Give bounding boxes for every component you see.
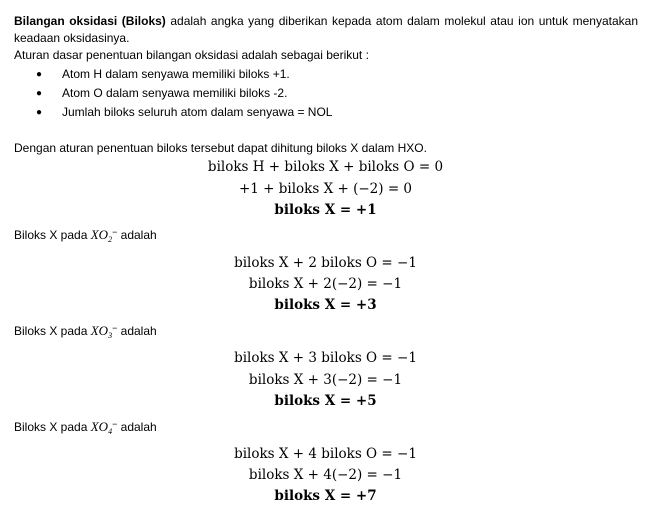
rule-item <box>14 84 514 103</box>
xo3-formula: XO <box>90 323 109 338</box>
xo4-formula: XO <box>90 419 109 434</box>
xo2-equation-2: biloks X + 2(−2) = −1 <box>248 276 403 292</box>
rule-item <box>14 103 514 122</box>
bullet-icon: ● <box>36 69 43 80</box>
xo2-label-prefix: Biloks X pada <box>14 228 91 242</box>
xo4-charge: − <box>112 419 118 429</box>
definition-term: Bilangan oksidasi (Biloks) <box>14 14 166 28</box>
xo3-charge: − <box>112 323 118 333</box>
xo4-result: biloks X = +7 <box>274 488 377 504</box>
xo4-label-prefix: Biloks X pada <box>14 420 91 434</box>
hxo-result: biloks X = +1 <box>274 202 377 218</box>
xo2-equation-1: biloks X + 2 biloks O = −1 <box>234 255 417 271</box>
xo3-result: biloks X = +5 <box>274 393 377 409</box>
xo3-subscript: 3 <box>108 331 113 340</box>
xo4-label-suffix: adalah <box>117 420 157 434</box>
rule-text: Atom O dalam senyawa memiliki biloks -2. <box>62 86 288 100</box>
xo3-label-prefix: Biloks X pada <box>14 324 91 338</box>
rule-item <box>14 65 514 84</box>
xo4-equation-2: biloks X + 4(−2) = −1 <box>248 467 403 483</box>
bullet-icon: ● <box>36 88 43 99</box>
rule-text: Jumlah biloks seluruh atom dalam senyawa = NOL <box>62 105 333 119</box>
xo3-label-suffix: adalah <box>117 324 157 338</box>
xo2-result: biloks X = +3 <box>274 297 377 313</box>
xo4-equation-1: biloks X + 4 biloks O = −1 <box>234 446 417 462</box>
xo2-subscript: 2 <box>108 235 113 244</box>
xo4-label <box>14 416 157 440</box>
xo2-charge: − <box>112 227 118 237</box>
xo4-subscript: 4 <box>108 427 113 436</box>
xo3-equation-1: biloks X + 3 biloks O = −1 <box>234 350 417 366</box>
rules-intro: Aturan dasar penentuan bilangan oksidasi adalah sebagai berikut : <box>14 48 369 62</box>
rules-list <box>14 65 514 122</box>
definition-text: adalah angka yang diberikan kepada atom dalam molekul atau ion untuk menyatakan keadaan oksidasinya. <box>14 14 638 45</box>
rule-text: Atom H dalam senyawa memiliki biloks +1. <box>62 67 290 81</box>
xo2-label <box>14 224 157 248</box>
bullet-icon: ● <box>36 107 43 118</box>
definition-paragraph <box>14 13 638 47</box>
xo3-label <box>14 320 157 344</box>
xo2-formula: XO <box>90 227 109 242</box>
xo3-equation-2: biloks X + 3(−2) = −1 <box>248 372 403 388</box>
xo2-label-suffix: adalah <box>117 228 157 242</box>
example-intro: Dengan aturan penentuan biloks tersebut dapat dihitung biloks X dalam HXO. <box>14 141 427 155</box>
hxo-equation-1: biloks H + biloks X + biloks O = 0 <box>207 159 444 175</box>
hxo-equation-2: +1 + biloks X + (−2) = 0 <box>238 181 413 197</box>
